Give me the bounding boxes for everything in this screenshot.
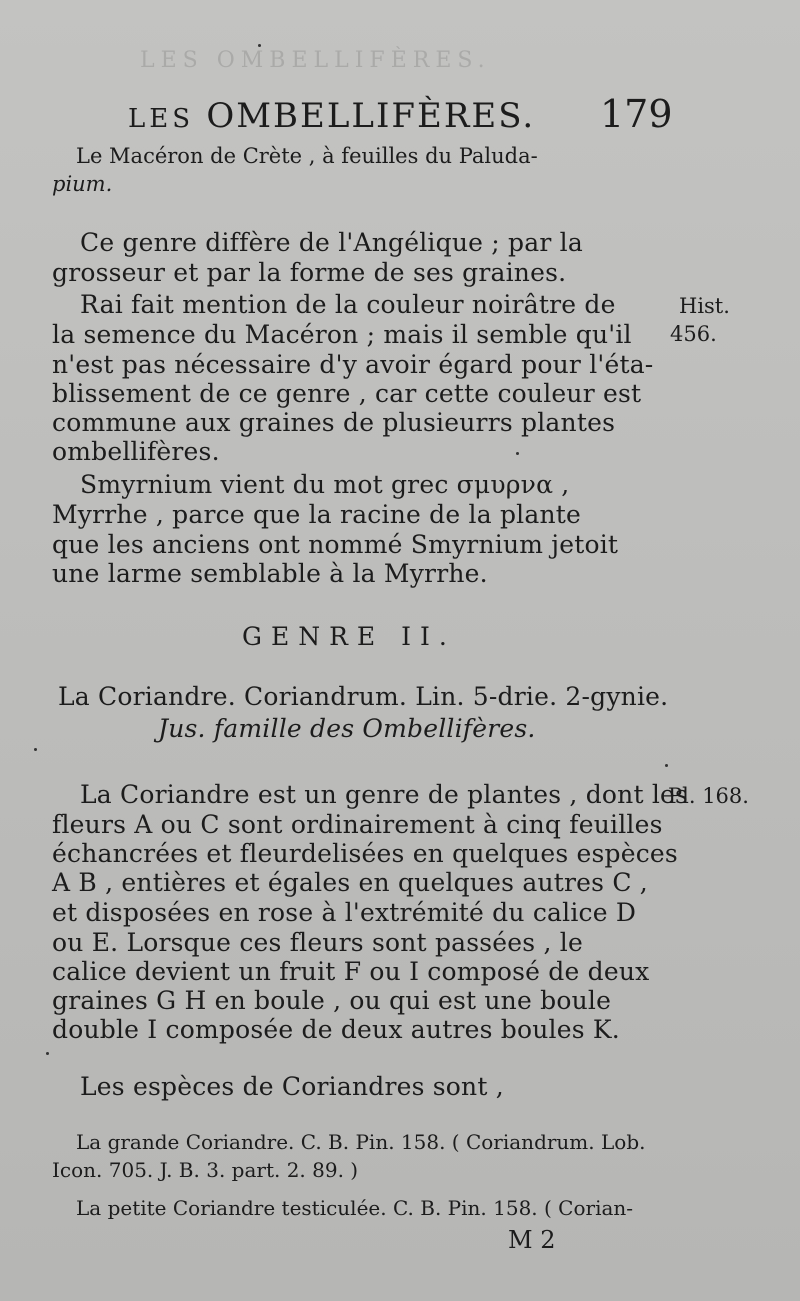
text-line: double I composée de deux autres boules K. [52, 1015, 620, 1044]
page-number: 179 [600, 92, 673, 136]
text-line: Le Macéron de Crète , à feuilles du Paluda- [76, 144, 538, 168]
margin-note-plate: Pl. 168. [668, 784, 749, 808]
text-line: La Coriandre est un genre de plantes , dont les [80, 780, 689, 809]
species-entry: La grande Coriandre. C. B. Pin. 158. ( Coriandrum. Lob. [76, 1130, 646, 1154]
bleed-through-text: LES OMBELLIFÈRES. [140, 48, 491, 73]
section-heading: GENRE II. [242, 622, 456, 651]
running-header [128, 96, 535, 136]
text-line: calice devient un fruit F ou I composé de deux [52, 957, 650, 986]
text-line: Ce genre diffère de l'Angélique ; par la [80, 228, 583, 257]
text-line: A B , entières et égales en quelques autres C , [52, 868, 648, 897]
text-line: que les anciens ont nommé Smyrnium jetoit [52, 530, 619, 559]
ink-speck [46, 1052, 49, 1055]
margin-note-hist: Hist. [679, 294, 730, 318]
ink-speck [665, 764, 668, 767]
text-line: fleurs A ou C sont ordinairement à cinq feuilles [52, 810, 663, 839]
text-line: n'est pas nécessaire d'y avoir égard pour l'éta- [52, 350, 654, 379]
text-line: Smyrnium vient du mot grec σμυρνα , [80, 470, 570, 499]
text-line: ou E. Lorsque ces fleurs sont passées , le [52, 928, 583, 957]
text-line: graines G H en boule , ou qui est une boule [52, 986, 612, 1015]
text-line: une larme semblable à la Myrrhe. [52, 559, 488, 588]
text-line: Rai fait mention de la couleur noirâtre de [80, 290, 616, 319]
printer-signature: M 2 [508, 1226, 556, 1254]
text-line: grosseur et par la forme de ses graines. [52, 258, 567, 287]
genus-family-line: Jus. famille des Ombellifères. [158, 714, 536, 743]
species-entry: La petite Coriandre testiculée. C. B. Pin. 158. ( Corian- [76, 1196, 634, 1220]
species-intro: Les espèces de Coriandres sont , [80, 1072, 504, 1101]
text-line: ombellifères. [52, 437, 220, 466]
text-line: commune aux graines de plusieurrs plantes [52, 408, 616, 437]
text-line: et disposées en rose à l'extrémité du calice D [52, 898, 637, 927]
text-line: blissement de ce genre , car cette couleur est [52, 379, 642, 408]
ink-speck [516, 452, 519, 455]
text-line: échancrées et fleurdelisées en quelques espèces [52, 839, 678, 868]
species-entry: Icon. 705. J. B. 3. part. 2. 89. ) [52, 1158, 359, 1182]
ink-speck [34, 748, 37, 751]
genus-line: La Coriandre. Coriandrum. Lin. 5-drie. 2-gynie. [58, 682, 669, 711]
margin-note-hist-number: 456. [670, 322, 717, 346]
text-line: la semence du Macéron ; mais il semble qu'il [52, 320, 632, 349]
running-header-prefix: LES [128, 104, 207, 134]
ink-speck [258, 44, 261, 47]
text-line: pium. [52, 172, 113, 196]
text-line: Myrrhe , parce que la racine de la plante [52, 500, 581, 529]
running-header-main: OMBELLIFÈRES. [206, 96, 536, 136]
